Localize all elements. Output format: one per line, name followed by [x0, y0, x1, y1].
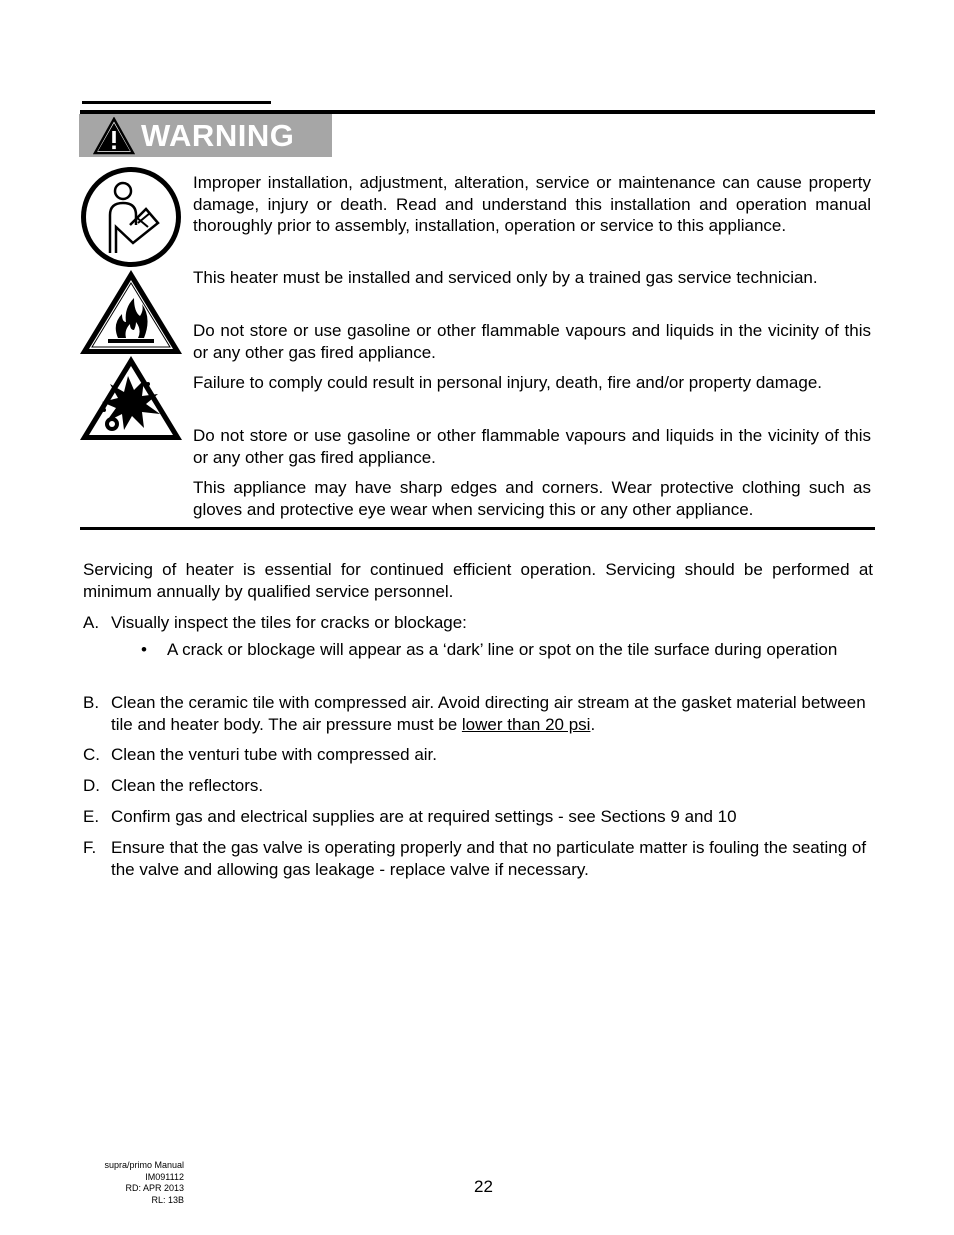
- page-number: 22: [474, 1177, 493, 1196]
- warning-label: WARNING: [141, 118, 295, 153]
- warning-paragraph-6: This appliance may have sharp edges and corners. Wear protective clothing such as gloves and protective eye wear when servicing this or any other appliance.: [193, 478, 871, 519]
- list-item-text: Clean the reflectors.: [111, 776, 264, 795]
- header-short-rule: [82, 101, 271, 104]
- footer-doc-id: IM091112: [145, 1171, 184, 1182]
- service-intro: Servicing of heater is essential for continued efficient operation. Servicing should be performed at minimum annually by qualified service personnel.: [83, 560, 873, 601]
- explosive-hazard-icon: [78, 354, 184, 442]
- list-item-label: C.: [83, 745, 100, 764]
- list-item-text: Ensure that the gas valve is operating properly and that no particulate matter is fouling the seating of the valve and allowing gas leakage - replace valve if necessary.: [111, 838, 867, 879]
- list-item-label: B.: [83, 693, 100, 712]
- list-item-label: D.: [83, 776, 100, 795]
- read-manual-icon: [78, 165, 186, 269]
- list-item-label: F.: [83, 838, 97, 857]
- list-item-text: Confirm gas and electrical supplies are at required settings - see Sections 9 and 10: [111, 807, 737, 826]
- bullet-item: A crack or blockage will appear as a ‘dark’ line or spot on the tile surface during operation: [167, 640, 838, 659]
- warning-paragraph-3: Do not store or use gasoline or other flammable vapours and liquids in the vicinity of this or any other gas fired appliance.: [193, 321, 871, 362]
- list-item-text: Clean the venturi tube with compressed air.: [111, 745, 438, 764]
- pressure-limit-underlined: lower than 20 psi: [461, 714, 591, 734]
- warning-paragraph-2: This heater must be installed and serviced only by a trained gas service technician.: [193, 268, 818, 287]
- list-item-text: Visually inspect the tiles for cracks or blockage:: [111, 613, 467, 632]
- warning-paragraph-1: Improper installation, adjustment, alteration, service or maintenance can cause property damage, injury or death. Read and understand this installation and operation manual thoroughly prior to assembly, installation, operation or service to this appliance.: [193, 173, 871, 235]
- footer-revision-level: RL: 13B: [151, 1194, 184, 1205]
- list-item-label: E.: [83, 807, 100, 826]
- footer-revision-date: RD: APR 2013: [125, 1183, 184, 1193]
- list-item-text-part: .: [590, 714, 596, 734]
- warning-bottom-rule: [80, 527, 875, 530]
- footer-manual: supra/primo Manual: [104, 1160, 184, 1170]
- list-item-text-part: Clean the ceramic tile with compressed air. Avoid directing air stream at the gasket material between tile and heater body. The air pressure must be: [111, 693, 866, 734]
- list-item-text: [111, 692, 871, 735]
- list-item-label: A.: [83, 613, 100, 632]
- footer-document-info: [104, 1160, 184, 1206]
- warning-triangle-icon: [93, 117, 135, 155]
- warning-paragraph-5: Do not store or use gasoline or other flammable vapours and liquids in the vicinity of this or any other gas fired appliance.: [193, 426, 871, 467]
- bullet-icon: •: [141, 640, 147, 659]
- flammable-hazard-icon: [78, 268, 184, 356]
- warning-paragraph-4: Failure to comply could result in personal injury, death, fire and/or property damage.: [193, 373, 823, 392]
- warning-banner: [79, 114, 332, 157]
